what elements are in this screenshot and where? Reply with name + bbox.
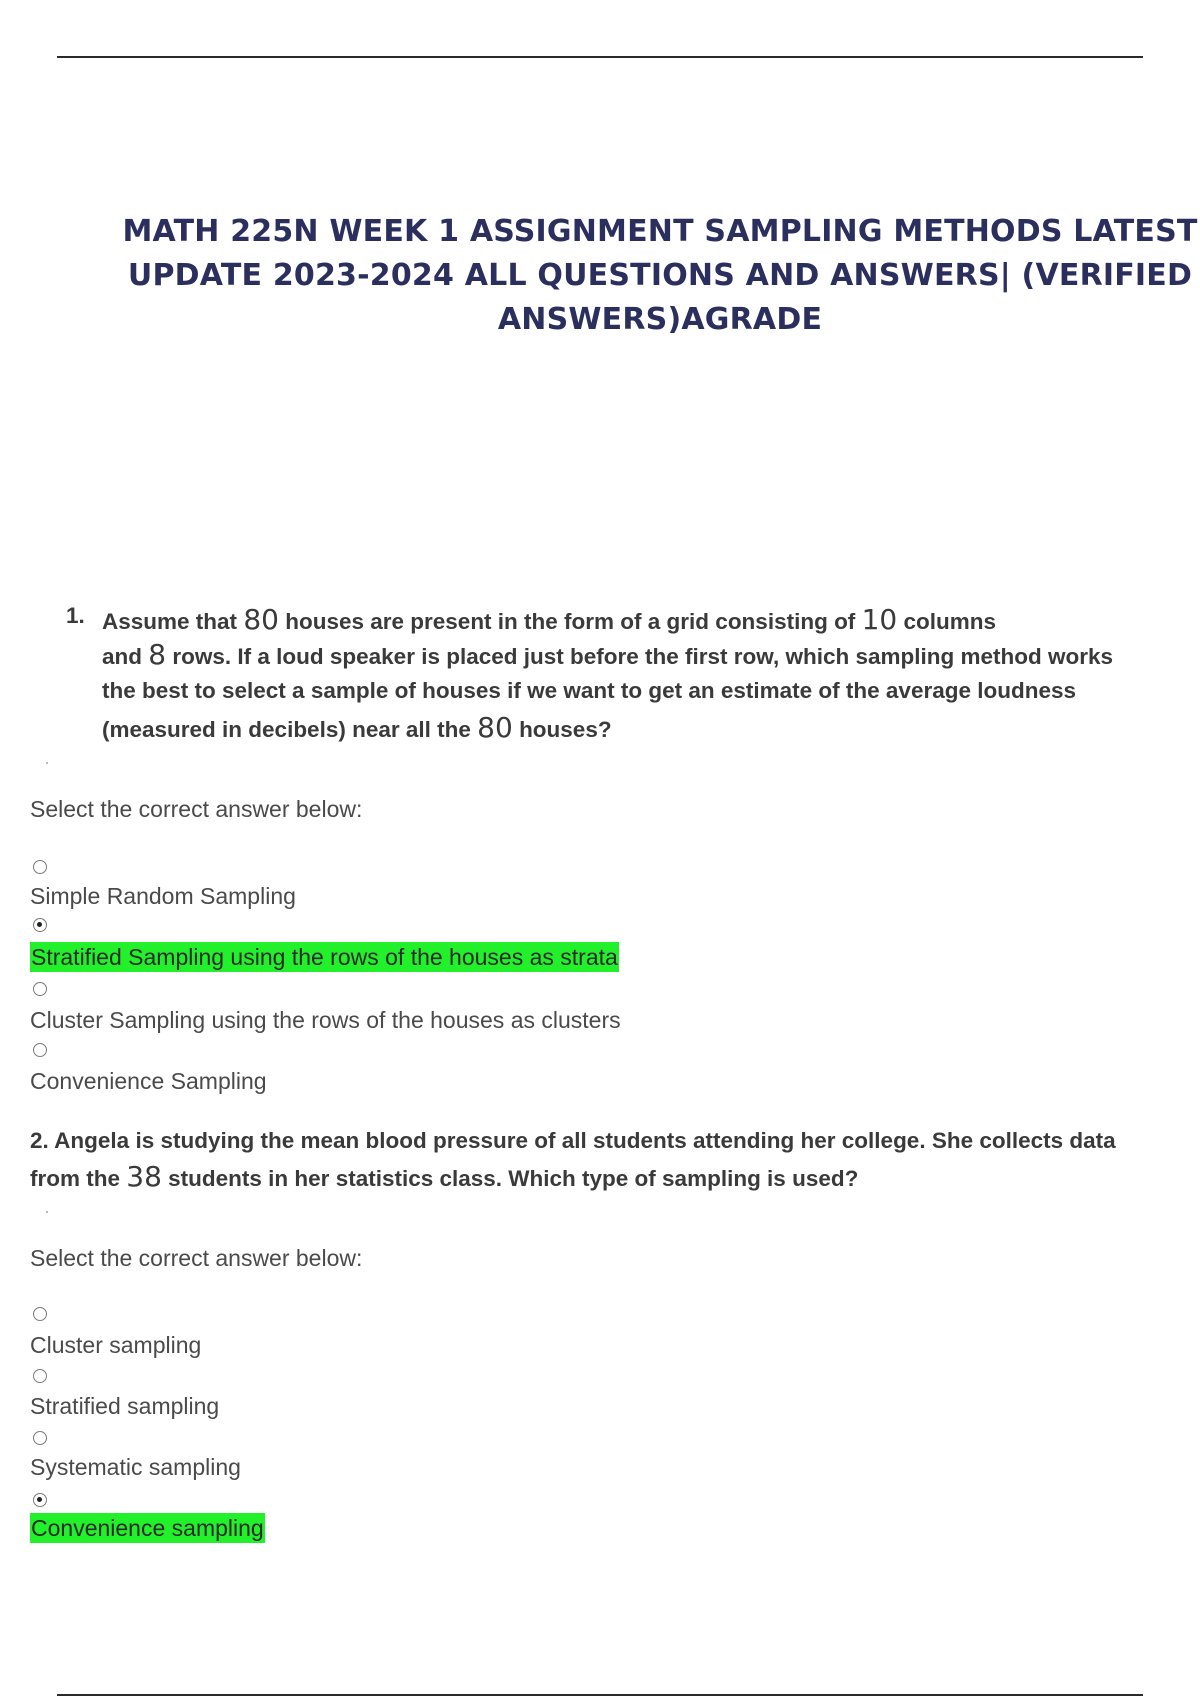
q2-option-1-radio[interactable]: [33, 1307, 47, 1321]
question-1-line-3: the best to select a sample of houses if we want to get an estimate of the average loudness: [102, 678, 1077, 703]
q1-option-2-label[interactable]: Stratified Sampling using the rows of the houses as strata: [31, 944, 618, 970]
title-line-2: UPDATE 2023-2024 ALL QUESTIONS AND ANSWERS| (VERIFIED: [127, 258, 1193, 293]
question-2-prompt: Select the correct answer below:: [30, 1245, 363, 1271]
q2-students-count: 38: [126, 1160, 162, 1193]
q1-text: (measured in decibels) near all the: [102, 717, 471, 742]
q1-columns-count: 10: [861, 603, 898, 636]
top-rule: [57, 56, 1143, 58]
q1-text: rows. If a loud speaker is placed just before the first row, which sampling method works: [172, 644, 1113, 669]
q1-option-1-label[interactable]: Simple Random Sampling: [30, 883, 296, 909]
q1-houses-count: 80: [477, 711, 513, 744]
q2-option-3-radio[interactable]: [33, 1431, 47, 1445]
q1-rows-count: 8: [148, 638, 167, 671]
document-title: [120, 210, 1200, 342]
q1-option-4-radio[interactable]: [33, 1043, 47, 1057]
q1-text: houses are present in the form of a grid consisting of: [285, 609, 856, 634]
question-2-line-2: [30, 1160, 858, 1193]
q1-option-2-radio[interactable]: [33, 918, 47, 932]
title-line-1: MATH 225N WEEK 1 ASSIGNMENT SAMPLING METHODS LATEST: [122, 214, 1198, 249]
question-2-line-1: 2. Angela is studying the mean blood pressure of all students attending her college. She collects data: [30, 1128, 1116, 1153]
question-1-line-1: [102, 603, 996, 636]
q2-text: students in her statistics class. Which type of sampling is used?: [168, 1166, 859, 1191]
separator-dot: [46, 762, 48, 764]
bottom-rule: [57, 1694, 1143, 1696]
question-1-line-4: [102, 711, 612, 744]
q1-text: houses?: [519, 717, 612, 742]
q2-text: from the: [30, 1166, 120, 1191]
q1-option-1-radio[interactable]: [33, 860, 47, 874]
question-1-prompt: Select the correct answer below:: [30, 796, 363, 822]
q2-option-3-label[interactable]: Systematic sampling: [30, 1454, 241, 1480]
q1-text: columns: [903, 609, 997, 634]
title-line-3: ANSWERS)AGRADE: [497, 302, 823, 337]
q2-option-1-label[interactable]: Cluster sampling: [30, 1332, 202, 1358]
q1-option-3-radio[interactable]: [33, 982, 47, 996]
q1-houses-count: 80: [243, 603, 279, 636]
question-1-line-2: [102, 638, 1113, 671]
q2-option-4-radio[interactable]: [33, 1493, 47, 1507]
q1-text: Assume that: [102, 609, 238, 634]
q2-option-4-label[interactable]: Convenience sampling: [31, 1515, 264, 1541]
q1-text: and: [102, 644, 143, 669]
separator-dot: [46, 1211, 48, 1213]
q1-option-4-label[interactable]: Convenience Sampling: [30, 1068, 267, 1094]
q1-option-3-label[interactable]: Cluster Sampling using the rows of the houses as clusters: [30, 1007, 621, 1033]
question-1-number: 1.: [66, 603, 85, 628]
q2-option-2-label[interactable]: Stratified sampling: [30, 1393, 220, 1419]
q2-option-2-radio[interactable]: [33, 1369, 47, 1383]
